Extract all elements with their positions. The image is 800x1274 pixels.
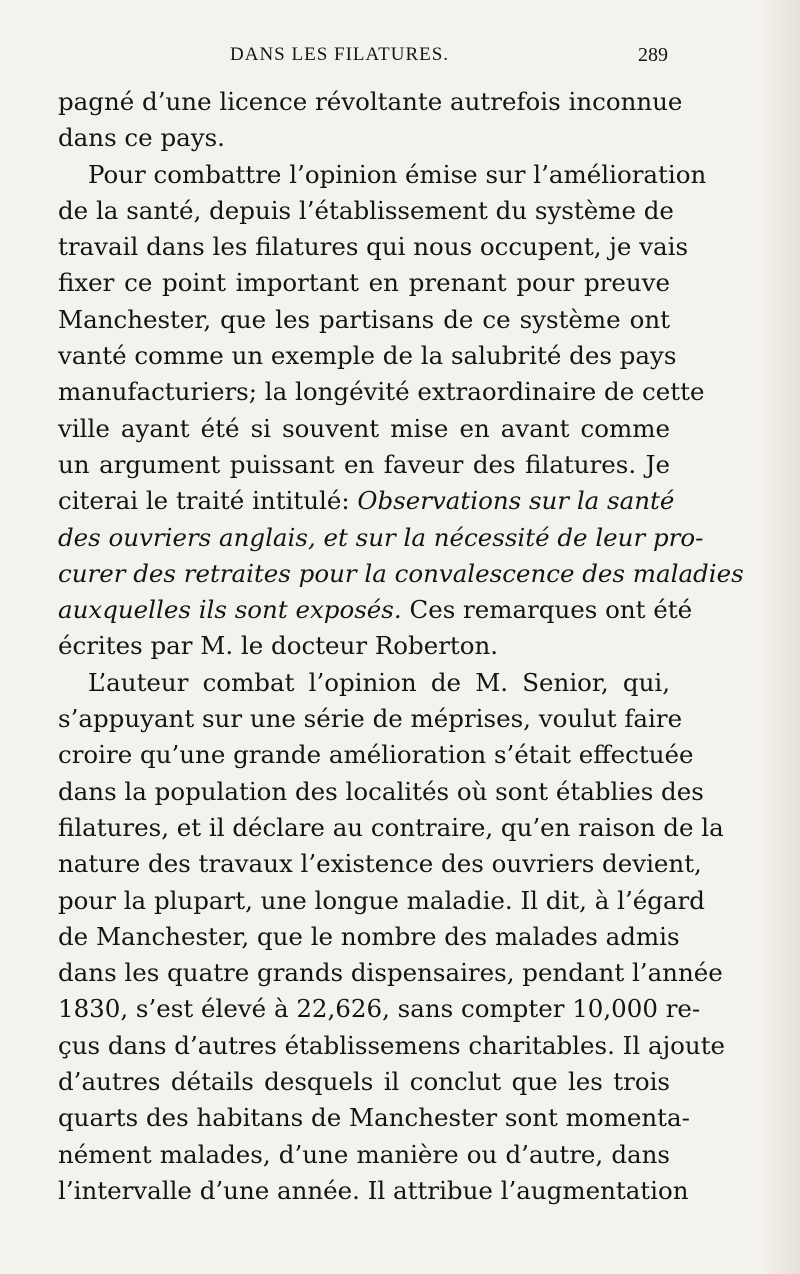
text-run: travail dans les filatures qui nous occupent, je vais bbox=[58, 232, 689, 262]
text-run: Pour combattre l’opinion émise sur l’amélioration bbox=[88, 159, 707, 189]
text-run: écrites par M. le docteur Roberton. bbox=[58, 631, 499, 661]
text-run: quarts des habitans de Manchester sont momenta- bbox=[58, 1103, 690, 1133]
text-run: L’auteur combat l’opinion de M. Senior, qui, bbox=[88, 667, 670, 697]
text-line bbox=[58, 628, 670, 664]
text-line bbox=[58, 374, 705, 410]
page-edge-shadow bbox=[760, 0, 800, 1274]
italic-text: Observations sur la santé bbox=[357, 486, 675, 516]
text-run: dans la population des localités où sont établies des bbox=[58, 776, 704, 806]
italic-text: curer des retraites pour la convalescence des maladies bbox=[58, 558, 744, 588]
text-line bbox=[58, 520, 704, 556]
text-line bbox=[58, 157, 707, 193]
text-line bbox=[58, 737, 694, 773]
text-line bbox=[58, 991, 701, 1027]
italic-text: des ouvriers anglais, et sur la nécessité de leur pro- bbox=[58, 522, 704, 552]
text-run: Ces remarques ont été bbox=[401, 595, 693, 625]
text-run: nature des travaux l’existence des ouvriers devient, bbox=[58, 849, 702, 879]
text-run: un argument puissant en faveur des filatures. Je bbox=[58, 449, 670, 479]
text-line bbox=[58, 193, 674, 229]
text-line bbox=[58, 701, 683, 737]
text-run: de Manchester, que le nombre des malades admis bbox=[58, 921, 680, 951]
text-line bbox=[58, 483, 675, 519]
text-run: filatures, et il déclare au contraire, qu’en raison de la bbox=[58, 812, 724, 842]
text-line bbox=[58, 1100, 690, 1136]
text-line bbox=[58, 411, 670, 447]
text-run: 1830, s’est élevé à 22,626, sans compter 10,000 re- bbox=[58, 994, 701, 1024]
text-run: ville ayant été si souvent mise en avant comme bbox=[58, 413, 670, 443]
text-run: de la santé, depuis l’établissement du système de bbox=[58, 195, 674, 225]
text-line bbox=[58, 265, 670, 301]
body-text bbox=[58, 84, 744, 1209]
text-line bbox=[58, 338, 677, 374]
running-title: DANS LES FILATURES. bbox=[230, 44, 450, 65]
text-line bbox=[58, 883, 705, 919]
text-run: d’autres détails desquels il conclut que les trois bbox=[58, 1067, 670, 1097]
text-run: dans ce pays. bbox=[58, 123, 225, 153]
text-run: s’appuyant sur une série de méprises, voulut faire bbox=[58, 704, 683, 734]
text-line bbox=[58, 810, 724, 846]
text-run: citerai le traité intitulé: bbox=[58, 486, 358, 516]
text-line bbox=[58, 120, 670, 156]
text-line bbox=[58, 1064, 670, 1100]
text-run: l’intervalle d’une année. Il attribue l’augmentation bbox=[58, 1175, 689, 1205]
text-line bbox=[58, 1028, 726, 1064]
text-run: vanté comme un exemple de la salubrité des pays bbox=[58, 341, 677, 371]
text-run: fixer ce point important en prenant pour preuve bbox=[58, 268, 670, 298]
text-run: manufacturiers; la longévité extraordinaire de cette bbox=[58, 377, 705, 407]
text-line bbox=[58, 955, 723, 991]
text-line bbox=[58, 447, 670, 483]
text-run: dans les quatre grands dispensaires, pendant l’année bbox=[58, 958, 723, 988]
text-line bbox=[58, 846, 702, 882]
text-line bbox=[58, 1173, 689, 1209]
text-run: pagné d’une licence révoltante autrefois inconnue bbox=[58, 87, 683, 116]
text-run: croire qu’une grande amélioration s’était effectuée bbox=[58, 740, 694, 770]
text-line bbox=[58, 592, 693, 628]
italic-text: auxquelles ils sont exposés. bbox=[58, 595, 402, 625]
text-line bbox=[58, 919, 680, 955]
text-run: nément malades, d’une manière ou d’autre, dans bbox=[58, 1139, 670, 1169]
text-line bbox=[58, 302, 670, 338]
text-line bbox=[58, 1137, 670, 1173]
text-run: çus dans d’autres établissemens charitables. Il ajoute bbox=[58, 1030, 726, 1060]
text-line bbox=[58, 774, 704, 810]
text-run: pour la plupart, une longue maladie. Il dit, à l’égard bbox=[58, 885, 705, 915]
text-line bbox=[58, 229, 689, 265]
text-line bbox=[58, 84, 683, 120]
page-number: 289 bbox=[638, 44, 668, 66]
text-run: Manchester, que les partisans de ce système ont bbox=[58, 304, 670, 334]
page-header bbox=[230, 44, 668, 76]
text-line bbox=[58, 665, 670, 701]
text-line bbox=[58, 556, 744, 592]
